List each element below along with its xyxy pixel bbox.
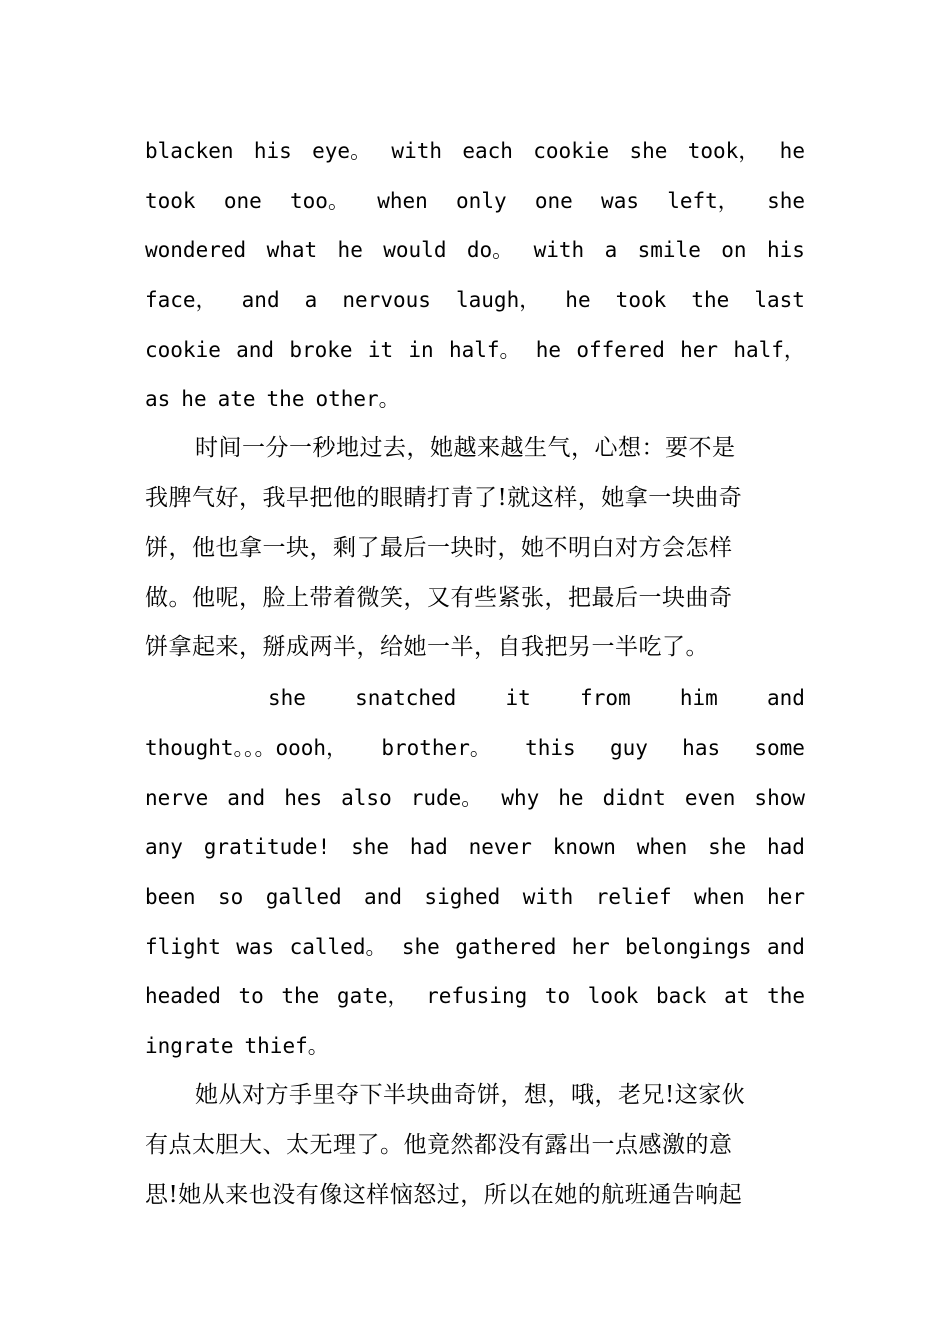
word: would: [383, 238, 447, 262]
word: other。: [315, 387, 400, 411]
word: brother。: [381, 736, 491, 760]
word: show: [754, 786, 805, 810]
text-line: [268, 683, 805, 713]
text-line: 她从对方手里夺下半块曲奇饼，想，哦，老兄!这家伙: [195, 1082, 746, 1108]
word: and: [241, 288, 280, 312]
word: half，: [733, 338, 805, 362]
word: her: [571, 935, 610, 959]
text-line: 有点太胆大、太无理了。他竟然都没有露出一点感激的意: [145, 1132, 733, 1158]
word: had: [766, 835, 805, 859]
text-line: [145, 981, 805, 1011]
word: cookie: [533, 139, 610, 163]
word: nerve: [145, 786, 209, 810]
word: with: [533, 238, 585, 262]
word: her: [767, 885, 805, 909]
word: eye。: [312, 139, 372, 163]
word: he: [181, 387, 207, 411]
word: left，: [667, 189, 739, 213]
word: her: [680, 338, 719, 362]
word: some: [754, 736, 805, 760]
word: it: [367, 338, 394, 362]
word: laugh，: [456, 288, 541, 312]
word: the: [691, 288, 730, 312]
word: thought。。。oooh，: [145, 736, 348, 760]
word: the: [767, 984, 805, 1008]
word: look: [587, 984, 639, 1008]
word: the: [281, 984, 320, 1008]
word: and: [767, 686, 805, 710]
word: she: [708, 835, 747, 859]
word: at: [724, 984, 750, 1008]
word: the: [266, 387, 305, 411]
word: when: [694, 885, 745, 909]
word: a: [304, 288, 318, 312]
word: he: [558, 786, 584, 810]
word: from: [580, 686, 631, 710]
text-line: 思!她从来也没有像这样恼怒过，所以在她的航班通告响起: [145, 1182, 743, 1208]
word: she: [767, 189, 805, 213]
word: blacken: [145, 139, 234, 163]
word: to: [544, 984, 571, 1008]
word: had: [409, 835, 448, 859]
word: was: [601, 189, 639, 213]
text-line: [145, 783, 805, 813]
word: refusing: [426, 984, 528, 1008]
word: back: [655, 984, 707, 1008]
text-line: 我脾气好，我早把他的眼睛打青了!就这样，她拿一块曲奇: [145, 485, 743, 511]
word: wondered: [145, 238, 247, 262]
word: hes: [284, 786, 323, 810]
text-line: [145, 733, 805, 763]
word: one: [223, 189, 262, 213]
word: called。: [289, 935, 387, 959]
word: she: [401, 935, 440, 959]
word: even: [684, 786, 736, 810]
word: headed: [145, 984, 221, 1008]
word: offered: [576, 338, 665, 362]
word: she: [629, 139, 668, 163]
word: any: [145, 835, 183, 859]
word: on: [721, 238, 747, 262]
word: in: [408, 338, 434, 362]
word: ingrate: [145, 1034, 234, 1058]
word: each: [462, 139, 513, 163]
word: and: [766, 935, 805, 959]
word: never: [468, 835, 532, 859]
word: last: [754, 288, 805, 312]
word: half。: [448, 338, 521, 362]
word: one: [534, 189, 573, 213]
word: he: [535, 338, 562, 362]
text-line: [145, 235, 805, 265]
word: what: [266, 238, 318, 262]
text-line: [145, 832, 805, 862]
text-line: [145, 136, 805, 166]
word: gratitude!: [203, 835, 331, 859]
word: broke: [289, 338, 353, 362]
text-line: [145, 285, 805, 315]
word: took: [145, 189, 196, 213]
text-line: 饼拿起来，掰成两半，给她一半，自我把另一半吃了。: [145, 634, 709, 660]
word: sighed: [424, 885, 501, 909]
word: flight: [145, 935, 221, 959]
word: his: [253, 139, 292, 163]
word: ate: [217, 387, 256, 411]
word: took，: [687, 139, 760, 163]
word: to: [238, 984, 264, 1008]
text-line: [145, 1031, 805, 1061]
text-line: [145, 335, 805, 365]
word: too。: [290, 189, 349, 213]
word: belongings: [625, 935, 752, 959]
word: so: [218, 885, 244, 909]
word: nervous: [342, 288, 431, 312]
word: also: [341, 786, 392, 810]
word: a: [604, 238, 618, 262]
word: and: [227, 786, 266, 810]
word: rude。: [410, 786, 483, 810]
word: when: [377, 189, 428, 213]
text-line: [145, 384, 805, 414]
word: this: [525, 736, 576, 760]
word: was: [236, 935, 275, 959]
word: didnt: [602, 786, 666, 810]
word: do。: [466, 238, 514, 262]
text-line: [145, 882, 805, 912]
word: with: [391, 139, 442, 163]
word: it: [505, 686, 531, 710]
word: smile: [637, 238, 701, 262]
word: he: [779, 139, 805, 163]
word: cookie: [145, 338, 221, 362]
word: face，: [145, 288, 217, 312]
word: known: [552, 835, 616, 859]
word: why: [501, 786, 540, 810]
word: she: [351, 835, 389, 859]
word: has: [682, 736, 721, 760]
word: his: [766, 238, 805, 262]
word: gate，: [336, 984, 409, 1008]
word: he: [565, 288, 591, 312]
word: thief。: [244, 1034, 329, 1058]
word: snatched: [355, 686, 457, 710]
text-line: [145, 932, 805, 962]
word: and: [364, 885, 402, 909]
word: him: [679, 686, 718, 710]
word: when: [636, 835, 688, 859]
word: galled: [265, 885, 342, 909]
text-line: 饼，他也拿一块，剩了最后一块时，她不明白对方会怎样: [145, 535, 733, 561]
text-line: 时间一分一秒地过去，她越来越生气，心想：要不是: [195, 435, 736, 461]
text-line: 做。他呢，脸上带着微笑，又有些紧张，把最后一块曲奇: [145, 585, 733, 611]
word: took: [615, 288, 667, 312]
word: with: [522, 885, 574, 909]
word: as: [145, 387, 171, 411]
word: guy: [609, 736, 648, 760]
word: only: [456, 189, 507, 213]
word: relief: [595, 885, 672, 909]
word: she: [268, 686, 306, 710]
text-line: [145, 186, 805, 216]
word: gathered: [455, 935, 557, 959]
word: been: [145, 885, 196, 909]
word: and: [236, 338, 275, 362]
word: he: [337, 238, 363, 262]
